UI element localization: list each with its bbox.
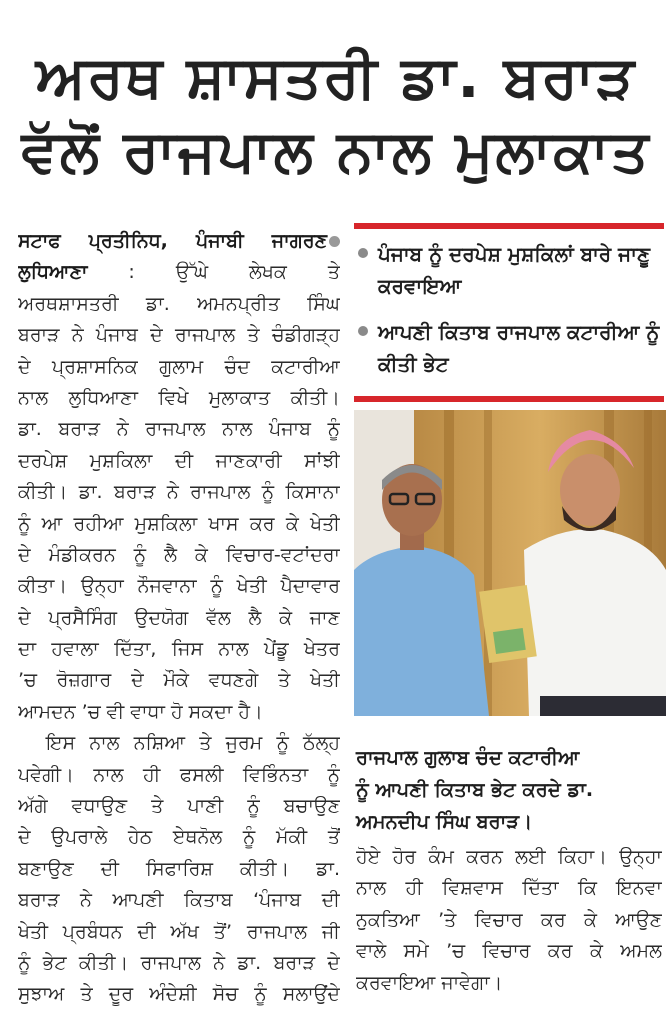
text-line: ਨੁਕਤਿਆ ’ਤੇ ਵਿਚਾਰ ਕਰ ਕੇ ਆਉਣ [356, 908, 662, 931]
text-line: ਦੇ ਮੰਡੀਕਰਨ ਨੂੰ ਲੈ ਕੇ ਵਿਚਾਰ-ਵਟਾਂਦਰਾ [18, 543, 340, 566]
text-line: ਖੇਤੀ ਪ੍ਰਬੰਧਨ ਦੀ ਅੱਖ ਤੋਂ’ ਰਾਜਪਾਲ ਜੀ [18, 920, 340, 943]
text-line: ਦੇ ਉਪਰਾਲੇ ਹੇਠ ਏਥਨੋਲ ਨੂੰ ਮੱਕੀ ਤੋਂ [18, 826, 340, 849]
text-line: ਵਾਲੇ ਸਮੇ ’ਚ ਵਿਚਾਰ ਕਰ ਕੇ ਅਮਲ [356, 940, 662, 963]
article-body-right [356, 842, 662, 999]
text-line: ਕੀਤੀ। ਡਾ. ਬਰਾੜ ਨੇ ਰਾਜਪਾਲ ਨੂੰ ਕਿਸਾਨਾ [18, 481, 340, 504]
text-line: ਦੇ ਪ੍ਰਸ਼ਾਸਨਿਕ ਗੁਲਾਮ ਚੰਦ ਕਟਾਰੀਆ [18, 355, 340, 378]
text-line: ਬਰਾੜ ਨੇ ਪੰਜਾਬ ਦੇ ਰਾਜਪਾਲ ਤੇ ਚੰਡੀਗੜ੍ਹ [18, 324, 340, 347]
highlights-box [354, 238, 666, 394]
text-line: ਨੂੰ ਭੇਟ ਕੀਤੀ। ਰਾਜਪਾਲ ਨੇ ਡਾ. ਬਰਾੜ ਦੇ [18, 951, 340, 974]
dateline-row [18, 257, 340, 288]
highlight-item [354, 316, 666, 380]
photo-illustration [354, 410, 666, 716]
text-line: ਕੀਤਾ। ਉਨ੍ਹਾ ਨੌਜਵਾਨਾ ਨੂੰ ਖੇਤੀ ਪੈਦਾਵਾਰ [18, 575, 340, 598]
text-line: ਦੇ ਪ੍ਰਸੈਸਿੰਗ ਉਦਯੋਗ ਵੱਲ ਲੈ ਕੇ ਜਾਣ [18, 606, 340, 629]
dateline: ਲੁਧਿਆਣਾ [18, 261, 88, 284]
text-line: ਨੂੰ ਆ ਰਹੀਆ ਮੁਸ਼ਕਿਲਾ ਖਾਸ ਕਰ ਕੇ ਖੇਤੀ [18, 512, 340, 535]
highlight-top-rule [354, 223, 664, 229]
highlight-text: ਆਪਣੀ ਕਿਤਾਬ ਰਾਜਪਾਲ ਕਟਾਰੀਆ ਨੂੰ ਕੀਤੀ ਭੇਟ [378, 320, 660, 376]
bullet-icon [358, 248, 368, 258]
text-line: ਪਵੇਗੀ। ਨਾਲ ਹੀ ਫਸਲੀ ਵਿਭਿੰਨਤਾ ਨੂੰ [18, 763, 340, 786]
bullet-icon [358, 326, 368, 336]
headline-line-2: ਵੱਲੋਂ ਰਾਜਪਾਲ ਨਾਲ ਮੁਲਾਕਾਤ [21, 117, 651, 185]
text-line: ਨਾਲ ਹੀ ਵਿਸ਼ਵਾਸ ਦਿੱਤਾ ਕਿ ਇਨਵਾ [356, 877, 662, 900]
text-line: ਨਾਲ ਲੁਧਿਆਣਾ ਵਿਖੇ ਮੁਲਾਕਾਤ ਕੀਤੀ। [18, 386, 340, 409]
text-line: ਬਣਾਉਣ ਦੀ ਸਿਫਾਰਿਸ਼ ਕੀਤੀ। ਡਾ. [18, 857, 340, 880]
dateline-text: : ਉੱਘੇ ਲੇਖਕ ਤੇ [128, 261, 340, 284]
text-line: ਦਾ ਹਵਾਲਾ ਦਿੱਤਾ, ਜਿਸ ਨਾਲ ਪੇਂਡੂ ਖੇਤਰ [18, 638, 340, 661]
caption-line: ਨੂੰ ਆਪਣੀ ਕਿਤਾਬ ਭੇਟ ਕਰਦੇ ਡਾ. [356, 778, 594, 801]
text-line: ਕਰਵਾਇਆ ਜਾਵੇਗਾ। [356, 971, 503, 994]
highlight-item [354, 238, 666, 302]
paragraph-1 [18, 289, 340, 728]
text-line: ਅੱਗੇ ਵਧਾਉਣ ਤੇ ਪਾਣੀ ਨੂੰ ਬਚਾਉਣ [18, 795, 340, 818]
bullet-dot-icon [329, 236, 340, 247]
text-line: ’ਚ ਰੋਜ਼ਗਾਰ ਦੇ ਮੌਕੇ ਵਧਣਗੇ ਤੇ ਖੇਤੀ [18, 669, 340, 692]
photo-caption [356, 742, 656, 838]
text-line: ਅਰਥਸ਼ਾਸਤਰੀ ਡਾ. ਅਮਨਪ੍ਰੀਤ ਸਿੰਘ [18, 292, 340, 315]
paragraph-2 [18, 728, 340, 1011]
text-line: ਦਰਪੇਸ਼ ਮੁਸ਼ਕਿਲਾ ਦੀ ਜਾਣਕਾਰੀ ਸਾਂਝੀ [18, 449, 340, 472]
highlight-bottom-rule [354, 396, 664, 402]
text-line: ਬਰਾੜ ਨੇ ਆਪਣੀ ਕਿਤਾਬ ‘ਪੰਜਾਬ ਦੀ [18, 889, 340, 912]
text-line: ਆਮਦਨ ’ਚ ਵੀ ਵਾਧਾ ਹੋ ਸਕਦਾ ਹੈ। [18, 700, 263, 723]
text-line: ਹੋਏ ਹੋਰ ਕੰਮ ਕਰਨ ਲਈ ਕਿਹਾ। ਉਨ੍ਹਾ [356, 846, 662, 868]
caption-line: ਰਾਜਪਾਲ ਗੁਲਾਬ ਚੰਦ ਕਟਾਰੀਆ [356, 746, 580, 769]
news-photo [354, 410, 666, 716]
highlight-text: ਪੰਜਾਬ ਨੂੰ ਦਰਪੇਸ਼ ਮੁਸ਼ਕਿਲਾਂ ਬਾਰੇ ਜਾਣੂ ਕਰਵਾਇਆ [378, 242, 650, 298]
headline-line-1: ਅਰਥ ਸ਼ਾਸਤਰੀ ਡਾ. ਬਰਾੜ [35, 43, 637, 111]
caption-line: ਅਮਨਦੀਪ ਸਿੰਘ ਬਰਾੜ। [356, 810, 533, 833]
book [479, 585, 537, 663]
text-line: ਇਸ ਨਾਲ ਨਸ਼ਿਆ ਤੇ ਜੁਰਮ ਨੂੰ ਠੱਲ੍ਹ [46, 732, 340, 755]
byline-text: ਸਟਾਫ ਪ੍ਰਤੀਨਿਧ, ਪੰਜਾਬੀ ਜਾਗਰਣ [18, 230, 327, 252]
text-line: ਡਾ. ਬਰਾੜ ਨੇ ਰਾਜਪਾਲ ਨਾਲ ਪੰਜਾਬ ਨੂੰ [18, 418, 340, 441]
text-line: ਸੁਝਾਅ ਤੇ ਦੂਰ ਅੰਦੇਸ਼ੀ ਸੋਚ ਨੂੰ ਸਲਾਉਂਦੇ [18, 983, 340, 1006]
byline [18, 226, 340, 257]
article-body-left [18, 226, 340, 1011]
